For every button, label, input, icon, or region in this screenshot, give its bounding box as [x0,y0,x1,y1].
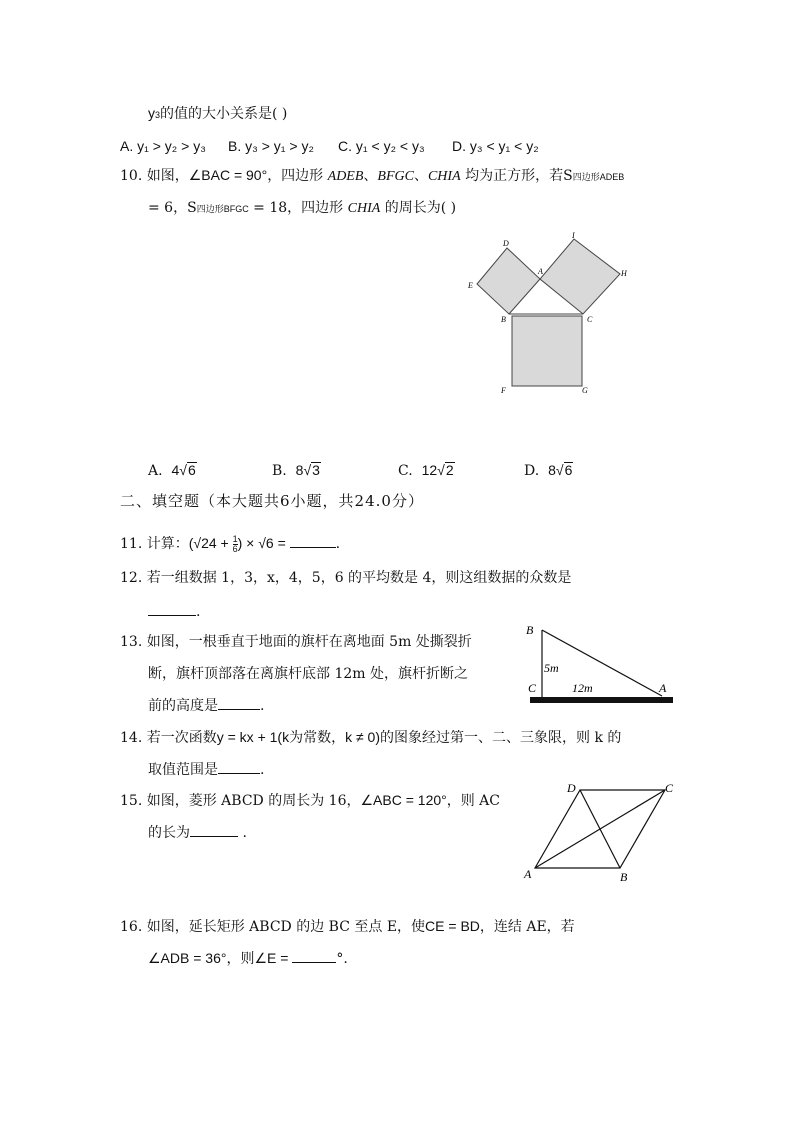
label-b: B [526,623,534,637]
q14-line1: 14. 若一次函数y = kx + 1(k为常数，k ≠ 0)的图象经过第一、二、三象限，则 k 的 [120,729,622,746]
square-adeb [477,248,540,314]
label-a: A [659,681,667,695]
square-chia [540,239,620,314]
label-c: C [665,781,674,795]
label-b: B [501,315,506,324]
q12-line1: 12. 若一组数据 1，3，x，4，5，6 的平均数是 4，则这组数据的众数是 [120,570,572,586]
label-i: I [572,231,575,240]
label-c: C [587,315,593,324]
q10-option-d: D. 8√6 [524,462,573,479]
q10-option-c: C. 12√2 [398,462,454,479]
label-f: F [501,386,506,395]
label-h: H [621,269,627,278]
label-12m: 12m [572,681,593,695]
label-5m: 5m [544,661,559,675]
q13-line2: 断，旗杆顶部落在离旗杆底部 12m 处，旗杆折断之 [148,666,468,682]
q14-line2: 取值范围是 . [148,759,264,780]
label-g: G [582,386,588,395]
q13-figure [522,620,680,710]
q9-option-a: A. y₁ > y₂ > y₃ [120,138,206,154]
q13-line1: 13. 如图，一根垂直于地面的旗杆在离地面 5m 处撕裂折 [120,634,472,650]
label-b: B [620,870,628,884]
label-c: C [528,681,537,695]
q9-option-c: C. y₁ < y₂ < y₃ [338,138,425,154]
q15-line2: 的长为 . [148,822,247,843]
q16-line2: ∠ADB = 36°，则∠E = °. [148,950,348,967]
q9-option-d: D. y₃ < y₁ < y₂ [452,138,539,154]
q11: 11. 计算：(√24 + $\frac{1}{6}$ ) × √6 = . [120,533,341,554]
q16-line1: 16. 如图，延长矩形 ABCD 的边 BC 至点 E，使CE = BD，连结 AE，若 [120,918,575,935]
square-bfgc [512,316,582,386]
q15-figure [520,778,684,886]
label-e: E [468,281,473,290]
q9-stem: y3的值的大小关系是( ) [148,105,288,122]
q12-line2: . [148,601,200,622]
q9-option-b: B. y₃ > y₁ > y₂ [228,138,314,154]
section-title: 二、填空题（本大题共6小题，共24.0分） [120,492,424,510]
q10-line1: 10. 如图，∠BAC = 90°，四边形 ADEB、BFGC、CHIA 均为正方形，若S四边形ADEB [120,167,625,184]
q10-option-a: A. 4√6 [148,462,196,479]
q10-figure [462,230,632,400]
label-a: A [524,867,532,881]
q10-option-b: B. 8√3 [272,462,320,479]
q13-line3: 前的高度是 . [148,695,264,716]
label-d: D [567,781,576,795]
label-a: A [538,267,543,276]
q10-line2: = 6，S四边形BFGC = 18，四边形 CHIA 的周长为( ) [148,200,457,216]
q15-line1: 15. 如图，菱形 ABCD 的周长为 16，∠ABC = 120°，则 AC [120,792,501,809]
label-d: D [503,239,509,248]
